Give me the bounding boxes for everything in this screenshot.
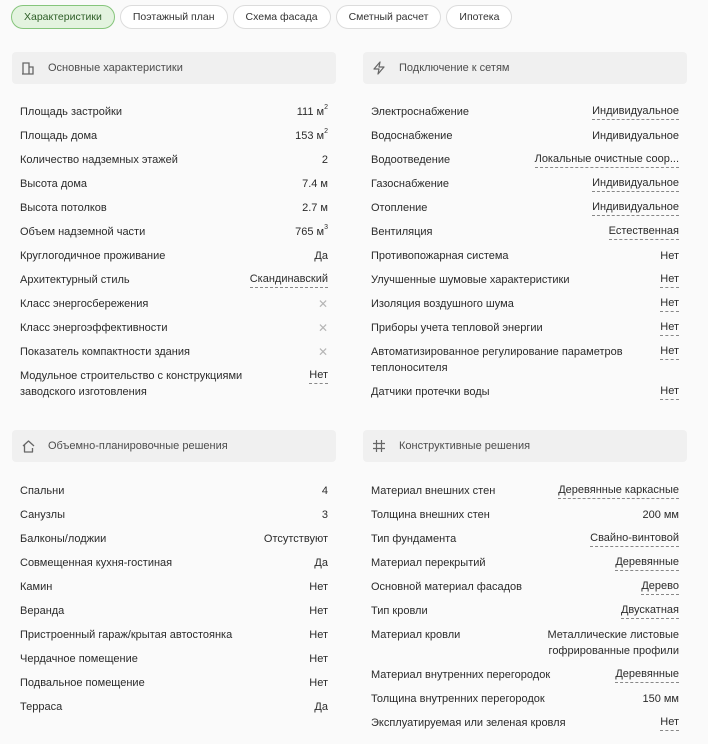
characteristic-row — [20, 176, 328, 192]
characteristic-value — [322, 507, 328, 523]
characteristic-value[interactable] — [621, 603, 679, 619]
characteristic-value[interactable] — [592, 176, 679, 192]
section-title: Основные характеристики — [48, 62, 183, 74]
not-available-icon — [318, 296, 328, 312]
characteristic-row — [20, 507, 328, 523]
characteristic-row — [371, 152, 679, 168]
value-text: Локальные очистные соор... — [534, 153, 679, 165]
characteristic-label: Газоснабжение — [371, 178, 450, 190]
value-text: Отсутствуют — [263, 533, 328, 545]
value-text: Нет — [309, 605, 328, 617]
characteristic-row — [20, 627, 328, 643]
value-text: Деревянные — [615, 556, 679, 568]
value-text: 7.4 м — [302, 178, 328, 190]
unit-superscript: 3 — [324, 224, 328, 231]
characteristic-label: Материал перекрытий — [371, 557, 486, 569]
tab-floor-plan[interactable]: Поэтажный план — [120, 5, 228, 29]
characteristic-row — [20, 248, 328, 264]
tab-bar — [11, 5, 512, 29]
characteristic-label: Приборы учета тепловой энергии — [371, 322, 543, 334]
characteristic-label: Материал внутренних перегородок — [371, 669, 551, 681]
characteristic-row — [20, 675, 328, 691]
characteristic-row — [371, 272, 679, 288]
characteristic-label: Эксплуатируемая или зеленая кровля — [371, 717, 566, 729]
value-text: Индивидуальное — [592, 105, 679, 117]
characteristic-row — [20, 200, 328, 216]
value-text: 4 — [321, 485, 328, 497]
characteristic-row — [371, 384, 679, 400]
value-text: Да — [314, 701, 328, 713]
characteristic-row — [20, 128, 328, 144]
unit-superscript: 2 — [324, 128, 328, 135]
characteristic-label: Совмещенная кухня-гостиная — [20, 557, 173, 569]
characteristic-row — [371, 200, 679, 216]
not-available-icon — [318, 320, 328, 336]
characteristic-row — [371, 603, 679, 619]
characteristic-value — [529, 627, 679, 659]
characteristic-value[interactable] — [660, 320, 679, 336]
characteristic-label: Электроснабжение — [371, 106, 469, 118]
characteristic-value[interactable] — [660, 715, 679, 731]
characteristic-label: Высота потолков — [20, 202, 107, 214]
characteristic-value[interactable] — [660, 344, 679, 360]
section-title: Подключение к сетям — [399, 62, 510, 74]
value-text: Нет — [660, 297, 679, 309]
characteristic-row — [371, 667, 679, 683]
characteristic-row — [20, 651, 328, 667]
characteristic-value — [295, 224, 328, 240]
value-text: Дерево — [641, 580, 679, 592]
value-text: 111 м — [296, 106, 325, 118]
value-text: 150 мм — [642, 693, 679, 705]
characteristic-label: Высота дома — [20, 178, 88, 190]
value-text: Индивидуальное — [592, 130, 679, 142]
tab-characteristics[interactable]: Характеристики — [11, 5, 115, 29]
characteristic-row — [371, 715, 679, 731]
characteristic-value[interactable] — [615, 555, 679, 571]
value-text: Нет — [660, 345, 679, 357]
value-text: Металлические листовые гофрированные профили — [547, 629, 679, 657]
value-text: Нет — [309, 653, 328, 665]
characteristic-value — [322, 152, 328, 168]
value-text: Свайно-винтовой — [590, 532, 679, 544]
value-text: Скандинавский — [249, 273, 328, 285]
characteristic-label: Тип фундамента — [371, 533, 457, 545]
characteristic-value[interactable] — [535, 152, 679, 168]
characteristic-row — [20, 296, 328, 312]
characteristic-row — [20, 344, 328, 360]
characteristic-label: Круглогодичное проживание — [20, 250, 166, 262]
characteristic-row — [20, 368, 328, 400]
value-text: Индивидуальное — [592, 177, 679, 189]
characteristic-label: Чердачное помещение — [20, 653, 138, 665]
characteristic-label: Материал кровли — [371, 629, 461, 641]
value-text: Деревянные — [615, 668, 679, 680]
value-text: Нет — [309, 369, 328, 381]
lightning-icon — [371, 60, 387, 76]
characteristic-label: Количество надземных этажей — [20, 154, 178, 166]
grid-icon — [371, 438, 387, 454]
tab-facade[interactable]: Схема фасада — [233, 5, 331, 29]
characteristic-row — [20, 699, 328, 715]
characteristic-label: Водоснабжение — [371, 130, 453, 142]
value-text: 153 м — [295, 130, 325, 142]
characteristic-label: Толщина внешних стен — [371, 509, 490, 521]
characteristic-value — [592, 128, 679, 144]
value-text: Нет — [309, 581, 328, 593]
characteristic-row — [20, 152, 328, 168]
characteristic-row — [371, 507, 679, 523]
value-text: Нет — [660, 716, 679, 728]
house-icon — [20, 438, 36, 454]
characteristic-value — [297, 104, 328, 120]
characteristic-label: Объем надземной части — [20, 226, 146, 238]
characteristic-label: Водоотведение — [371, 154, 451, 166]
value-text: Нет — [660, 250, 679, 262]
characteristic-value — [642, 507, 679, 523]
value-text: 2.7 м — [302, 202, 328, 214]
characteristic-label: Площадь дома — [20, 130, 98, 142]
characteristic-value — [309, 651, 328, 667]
characteristic-row — [20, 320, 328, 336]
value-text: ✕ — [317, 297, 328, 311]
characteristic-value[interactable] — [660, 384, 679, 400]
characteristic-label: Веранда — [20, 605, 65, 617]
characteristic-value — [314, 248, 328, 264]
characteristic-label: Тип кровли — [371, 605, 428, 617]
value-text: Индивидуальное — [592, 201, 679, 213]
characteristic-row — [20, 104, 328, 120]
characteristic-label: Изоляция воздушного шума — [371, 298, 514, 310]
characteristic-value[interactable] — [660, 272, 679, 288]
value-text: 2 — [321, 154, 328, 166]
characteristic-value[interactable] — [592, 104, 679, 120]
value-text: Двускатная — [620, 604, 679, 616]
tab-mortgage[interactable]: Ипотека — [446, 5, 512, 29]
characteristic-value[interactable] — [558, 483, 679, 499]
characteristic-label: Показатель компактности здания — [20, 346, 190, 358]
characteristic-value — [314, 555, 328, 571]
value-text: ✕ — [317, 345, 328, 359]
value-text: ✕ — [317, 321, 328, 335]
unit-superscript: 2 — [324, 104, 328, 111]
tab-estimate[interactable]: Сметный расчет — [336, 5, 442, 29]
characteristic-row — [371, 691, 679, 707]
characteristic-label: Вентиляция — [371, 226, 433, 238]
characteristic-value — [309, 579, 328, 595]
characteristic-row — [371, 176, 679, 192]
characteristic-label: Архитектурный стиль — [20, 274, 130, 286]
characteristic-label: Датчики протечки воды — [371, 386, 490, 398]
characteristic-row — [371, 128, 679, 144]
planning-header — [12, 430, 336, 462]
value-text: Да — [314, 250, 328, 262]
section-title: Объемно-планировочные решения — [48, 440, 228, 452]
characteristic-value — [302, 200, 328, 216]
characteristic-value — [309, 675, 328, 691]
characteristic-label: Подвальное помещение — [20, 677, 145, 689]
characteristic-value — [660, 248, 679, 264]
characteristic-label: Класс энергосбережения — [20, 298, 149, 310]
characteristic-row — [371, 248, 679, 264]
characteristic-value — [314, 699, 328, 715]
characteristic-row — [371, 555, 679, 571]
section-title: Конструктивные решения — [399, 440, 531, 452]
not-available-icon — [318, 344, 328, 360]
characteristic-value — [309, 603, 328, 619]
building-icon — [20, 60, 36, 76]
characteristic-row — [20, 483, 328, 499]
characteristic-row — [371, 579, 679, 595]
characteristic-row — [371, 531, 679, 547]
characteristic-value — [295, 128, 328, 144]
value-text: Нет — [660, 273, 679, 285]
value-text: Нет — [660, 321, 679, 333]
characteristic-row — [371, 224, 679, 240]
characteristic-row — [20, 555, 328, 571]
characteristic-value — [309, 627, 328, 643]
characteristic-label: Отопление — [371, 202, 428, 214]
value-text: Деревянные каркасные — [558, 484, 679, 496]
characteristic-row — [20, 603, 328, 619]
value-text: Естественная — [608, 225, 679, 237]
characteristic-label: Площадь застройки — [20, 106, 122, 118]
characteristic-row — [20, 579, 328, 595]
characteristic-label: Автоматизированное регулирование параметров теплоносителя — [371, 346, 623, 374]
characteristic-value — [642, 691, 679, 707]
characteristic-value[interactable] — [660, 296, 679, 312]
characteristic-label: Материал внешних стен — [371, 485, 496, 497]
characteristic-row — [20, 224, 328, 240]
characteristic-label: Пристроенный гараж/крытая автостоянка — [20, 629, 233, 641]
value-text: Нет — [309, 677, 328, 689]
utilities-header — [363, 52, 687, 84]
value-text: Да — [314, 557, 328, 569]
characteristic-label: Модульное строительство с конструкциями заводского изготовления — [20, 370, 243, 398]
characteristic-row — [371, 627, 679, 659]
construction-header — [363, 430, 687, 462]
value-text: Нет — [309, 629, 328, 641]
characteristic-label: Толщина внутренних перегородок — [371, 693, 545, 705]
characteristic-row — [371, 320, 679, 336]
characteristic-label: Терраса — [20, 701, 63, 713]
characteristic-row — [371, 483, 679, 499]
value-text: Нет — [660, 385, 679, 397]
characteristic-value[interactable] — [309, 368, 328, 384]
value-text: 3 — [321, 509, 328, 521]
characteristic-value[interactable] — [250, 272, 328, 288]
characteristic-label: Камин — [20, 581, 53, 593]
characteristic-value — [264, 531, 328, 547]
characteristic-row — [371, 344, 679, 376]
characteristic-value[interactable] — [590, 531, 679, 547]
characteristic-value — [322, 483, 328, 499]
characteristic-value[interactable] — [609, 224, 679, 240]
characteristic-label: Спальни — [20, 485, 65, 497]
characteristic-label: Санузлы — [20, 509, 66, 521]
characteristic-value[interactable] — [641, 579, 679, 595]
characteristic-label: Противопожарная система — [371, 250, 509, 262]
characteristic-value[interactable] — [592, 200, 679, 216]
characteristic-row — [371, 296, 679, 312]
characteristic-value[interactable] — [615, 667, 679, 683]
characteristic-label: Улучшенные шумовые характеристики — [371, 274, 570, 286]
characteristic-row — [20, 531, 328, 547]
characteristic-label: Балконы/лоджии — [20, 533, 107, 545]
main-characteristics-header — [12, 52, 336, 84]
value-text: 765 м — [295, 226, 325, 238]
characteristic-row — [371, 104, 679, 120]
characteristic-label: Класс энергоэффективности — [20, 322, 168, 334]
value-text: 200 мм — [642, 509, 679, 521]
characteristic-row — [20, 272, 328, 288]
characteristic-label: Основной материал фасадов — [371, 581, 522, 593]
characteristic-value — [302, 176, 328, 192]
